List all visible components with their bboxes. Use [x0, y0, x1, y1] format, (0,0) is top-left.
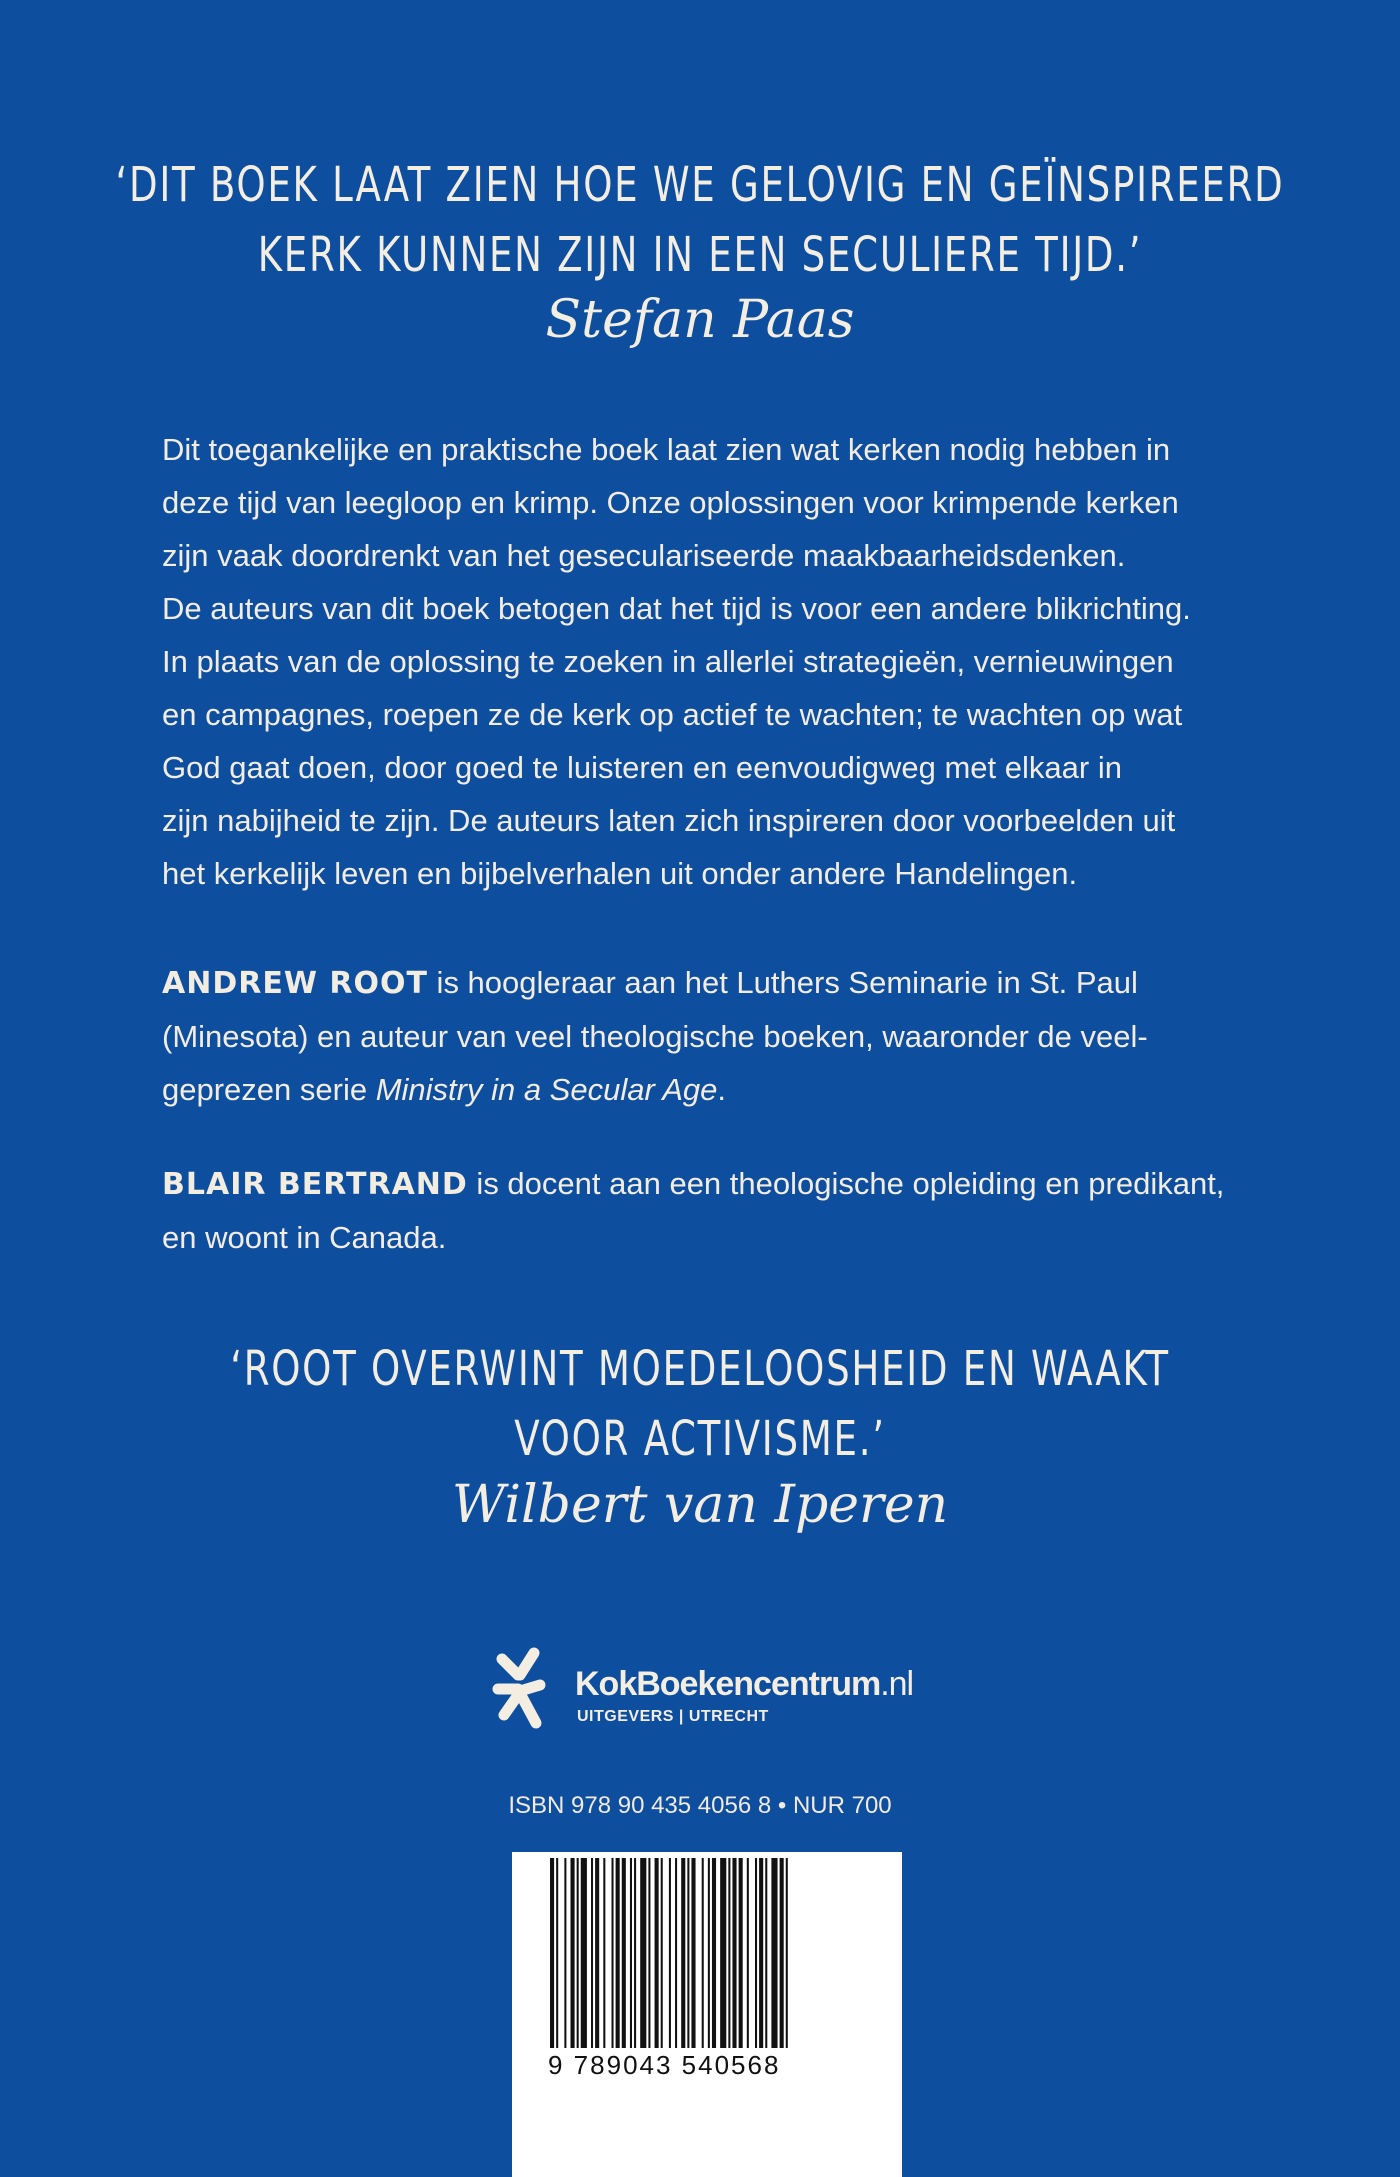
description-line: en campagnes, roepen ze de kerk op actief te wachten; te wachten op wat — [162, 697, 1183, 732]
barcode-bar — [612, 1858, 614, 2048]
barcode-bar — [720, 1858, 726, 2048]
barcode-bar — [669, 1858, 671, 2048]
quote-top-author: Stefan Paas — [545, 290, 855, 350]
barcode-bar — [556, 1858, 558, 2048]
quote-bottom-line: VOOR ACTIVISME.’ — [514, 1411, 886, 1467]
publisher-logo — [490, 1645, 930, 1745]
barcode-bar — [786, 1858, 788, 2048]
barcode-bar — [728, 1858, 730, 2048]
kokboekencentrum-logo-icon — [490, 1645, 550, 1735]
barcode-bar — [771, 1858, 777, 2048]
publisher-name — [575, 1665, 913, 1704]
description-line: Dit toegankelijke en praktische boek laat zien wat kerken nodig hebben in — [162, 432, 1171, 467]
publisher-name-tld: .nl — [880, 1665, 914, 1703]
barcode-bar — [595, 1858, 599, 2048]
barcode-bar — [648, 1858, 650, 2048]
barcode-bar — [581, 1858, 587, 2048]
quote-bottom — [98, 1334, 1302, 1474]
description-line: In plaats van de oplossing te zoeken in allerlei strategieën, vernieuwingen — [162, 644, 1174, 679]
barcode-bar — [634, 1858, 636, 2048]
barcode-bar — [661, 1858, 663, 2048]
author-bio-root — [162, 956, 1262, 1116]
author-name: ANDREW ROOT — [162, 966, 428, 1001]
quote-top-line: KERK KUNNEN ZIJN IN EEN SECULIERE TIJD.’ — [257, 227, 1143, 283]
description-line: De auteurs van dit boek betogen dat het tijd is voor een andere blikrichting. — [162, 591, 1191, 626]
publisher-name-main: KokBoekencentrum — [575, 1665, 881, 1703]
barcode-bar — [655, 1858, 659, 2048]
barcode-bar — [675, 1858, 677, 2048]
barcode-bar — [681, 1858, 685, 2048]
barcode-bar — [747, 1858, 749, 2048]
barcode-bar — [616, 1858, 620, 2048]
bio-line — [162, 956, 1262, 1010]
description-line: zijn vaak doordrenkt van het geseculariseerde maakbaarheidsdenken. — [162, 538, 1126, 573]
description-line: deze tijd van leegloop en krimp. Onze oplossingen voor krimpende kerken — [162, 485, 1179, 520]
barcode-bar — [630, 1858, 632, 2048]
barcode-bar — [712, 1858, 716, 2048]
author-bio-bertrand — [162, 1157, 1262, 1264]
barcode-bar — [687, 1858, 689, 2048]
barcode — [512, 1852, 902, 2177]
bio-text: is docent aan een theologische opleiding en predikant, — [467, 1166, 1225, 1201]
barcode-bar — [691, 1858, 695, 2048]
barcode-bar — [759, 1858, 763, 2048]
barcode-bar — [622, 1858, 626, 2048]
quote-top — [98, 150, 1302, 290]
bio-text: geprezen serie — [162, 1072, 376, 1107]
barcode-bar — [708, 1858, 710, 2048]
description-line: het kerkelijk leven en bijbelverhalen uit onder andere Handelingen. — [162, 856, 1078, 891]
bio-text: is hoogleraar aan het Luthers Seminarie in St. Paul — [427, 965, 1138, 1000]
barcode-bar — [732, 1858, 736, 2048]
barcode-bar — [577, 1858, 579, 2048]
barcode-bar — [603, 1858, 605, 2048]
barcode-bar — [564, 1858, 566, 2048]
quote-bottom-author: Wilbert van Iperen — [451, 1475, 949, 1535]
barcode-bar — [591, 1858, 593, 2048]
book-description — [162, 423, 1262, 900]
barcode-bar — [765, 1858, 767, 2048]
description-line: God gaat doen, door goed te luisteren en eenvoudigweg met elkaar in — [162, 750, 1122, 785]
barcode-bars — [548, 1858, 874, 2054]
bio-text: . — [717, 1072, 727, 1107]
barcode-bar — [640, 1858, 646, 2048]
isbn-line: ISBN 978 90 435 4056 8 • NUR 700 — [508, 1792, 892, 1819]
barcode-bar — [755, 1858, 757, 2048]
bio-line: (Minesota) en auteur van veel theologische boeken, waaronder de veel- — [162, 1019, 1148, 1054]
barcode-digits: 9 789043 540568 — [548, 2050, 781, 2080]
bio-line — [162, 1063, 1262, 1116]
barcode-bar — [550, 1858, 554, 2048]
barcode-bar — [702, 1858, 704, 2048]
bio-line: en woont in Canada. — [162, 1220, 447, 1255]
bio-line — [162, 1157, 1262, 1211]
quote-bottom-line: ‘ROOT OVERWINT MOEDELOOSHEID EN WAAKT — [230, 1341, 1170, 1397]
barcode-bar — [739, 1858, 743, 2048]
book-series-title: Ministry in a Secular Age — [375, 1072, 718, 1107]
description-line: zijn nabijheid te zijn. De auteurs laten zich inspireren door voorbeelden uit — [162, 803, 1176, 838]
quote-top-line: ‘DIT BOEK LAAT ZIEN HOE WE GELOVIG EN GEÏNSPIREERD — [115, 157, 1285, 213]
publisher-subtitle: UITGEVERS | UTRECHT — [577, 1708, 769, 1725]
author-name: BLAIR BERTRAND — [162, 1167, 468, 1202]
barcode-bar — [571, 1858, 575, 2048]
barcode-bar — [780, 1858, 784, 2048]
